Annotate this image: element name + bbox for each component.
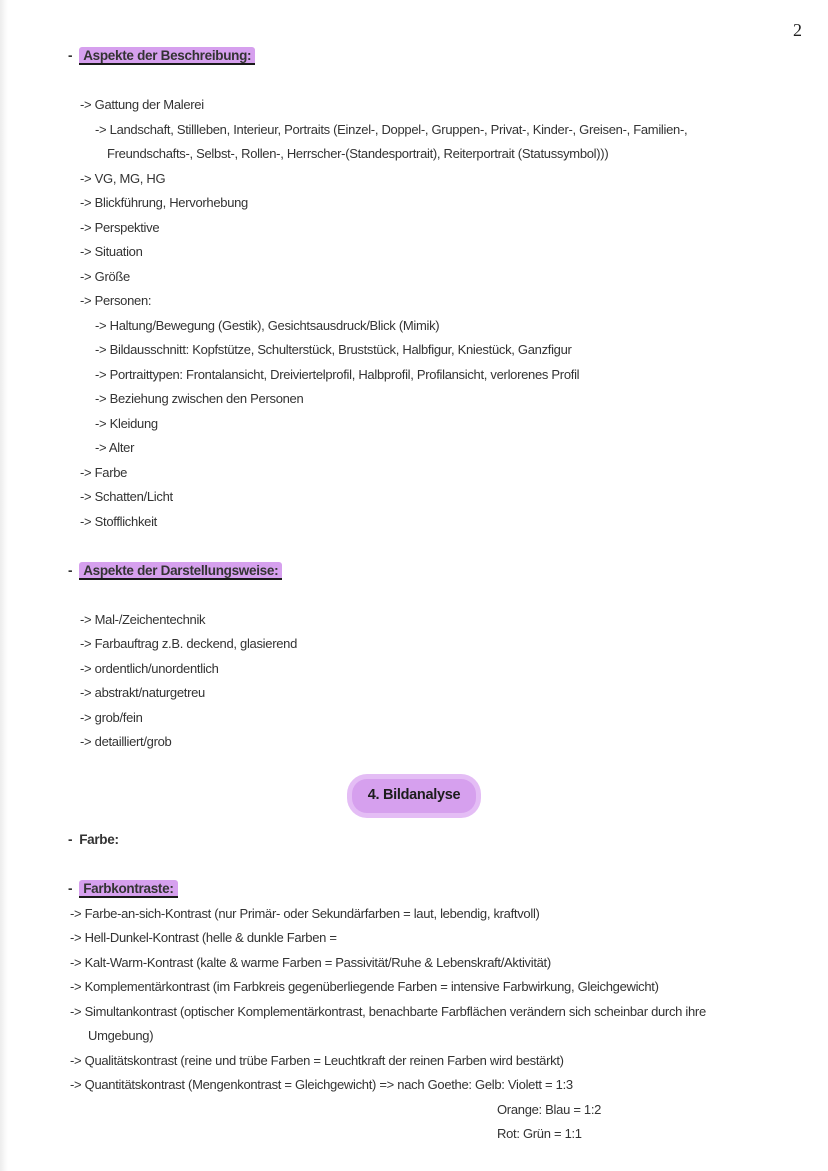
section-heading-farbkontraste <box>0 877 828 902</box>
bullet-dash: - <box>68 48 73 63</box>
spacer <box>0 583 828 608</box>
bullet-dash: - <box>68 832 73 847</box>
chapter-title-row <box>0 779 828 804</box>
note-line: -> Perspektive <box>80 219 160 235</box>
note-line: -> Kalt-Warm-Kontrast (kalte & warme Farben = Passivität/Ruhe & Lebenskraft/Aktivität) <box>70 954 551 970</box>
notes-content <box>0 44 828 1147</box>
note-line: -> Alter <box>95 440 135 455</box>
spacer <box>0 853 828 878</box>
note-line: -> Haltung/Bewegung (Gestik), Gesichtsausdruck/Blick (Mimik) <box>95 317 440 333</box>
note-line: -> Blickführung, Hervorhebung <box>80 195 248 210</box>
note-line: -> Komplementärkontrast (im Farbkreis gegenüberliegende Farben = intensive Farbwirkung, Gleichgewicht) <box>70 979 659 994</box>
note-line: -> Simultankontrast (optischer Komplementärkontrast, benachbarte Farbflächen verändern sich scheinbar durch ihre <box>70 1003 706 1019</box>
chapter-title-bildanalyse: 4. Bildanalyse <box>352 779 477 813</box>
note-line: -> Farbauftrag z.B. deckend, glasierend <box>80 636 298 651</box>
note-line: -> Portraittypen: Frontalansicht, Dreiviertelprofil, Halbprofil, Profilansicht, verlorenes Profil <box>95 366 580 382</box>
section-heading-beschreibung <box>0 44 828 69</box>
note-line: -> Qualitätskontrast (reine und trübe Farben = Leuchtkraft der reinen Farben wird bestärkt) <box>70 1052 564 1068</box>
note-line: -> Schatten/Licht <box>80 489 173 504</box>
spacer <box>0 69 828 94</box>
note-line: -> Stofflichkeit <box>80 513 157 529</box>
section-heading-label: Farbe: <box>79 832 119 847</box>
page-number: 2 <box>793 20 802 40</box>
note-line-ratio: Orange: Blau = 1:2 <box>497 1101 602 1117</box>
note-line: -> Kleidung <box>95 415 158 431</box>
note-line: -> Bildausschnitt: Kopfstütze, Schulterstück, Bruststück, Halbfigur, Kniestück, Ganzfigur <box>95 342 572 357</box>
note-line: -> Personen: <box>80 293 152 308</box>
section-heading-label: Aspekte der Darstellungsweise: <box>79 562 282 580</box>
note-line: -> Landschaft, Stillleben, Interieur, Portraits (Einzel-, Doppel-, Gruppen-, Privat-, Kinder-, Greisen-, Familien-, <box>95 121 688 137</box>
spacer <box>0 534 828 559</box>
note-line: -> Farbe <box>80 464 128 480</box>
note-line-continuation: Freundschafts-, Selbst-, Rollen-, Herrscher-(Standesportrait), Reiterportrait (Statussymbol))) <box>107 146 609 161</box>
note-line: -> detailliert/grob <box>80 734 172 749</box>
spacer <box>0 755 828 780</box>
bullet-dash: - <box>68 562 73 578</box>
note-line: -> Mal-/Zeichentechnik <box>80 611 206 627</box>
section-heading-farbe <box>0 828 828 853</box>
note-line-continuation: Umgebung) <box>88 1028 154 1043</box>
note-line: -> Farbe-an-sich-Kontrast (nur Primär- oder Sekundärfarben = laut, lebendig, kraftvoll) <box>70 905 540 921</box>
section-heading-darstellungsweise <box>0 559 828 584</box>
note-line: -> Quantitätskontrast (Mengenkontrast = Gleichgewicht) => nach Goethe: Gelb: Violett = 1:3 <box>70 1077 573 1092</box>
note-line: -> Situation <box>80 244 143 259</box>
note-line: -> Hell-Dunkel-Kontrast (helle & dunkle Farben = <box>70 930 337 945</box>
note-line: -> VG, MG, HG <box>80 170 166 186</box>
note-line: -> grob/fein <box>80 709 143 725</box>
note-line-ratio: Rot: Grün = 1:1 <box>497 1126 582 1141</box>
bullet-dash: - <box>68 881 73 896</box>
note-line: -> Gattung der Malerei <box>80 97 204 112</box>
note-line: -> Größe <box>80 268 130 284</box>
note-line: -> Beziehung zwischen den Personen <box>95 391 304 406</box>
note-line: -> ordentlich/unordentlich <box>80 660 219 676</box>
section-heading-label: Farbkontraste: <box>79 880 177 898</box>
section-heading-label: Aspekte der Beschreibung: <box>79 47 255 65</box>
note-line: -> abstrakt/naturgetreu <box>80 685 205 700</box>
